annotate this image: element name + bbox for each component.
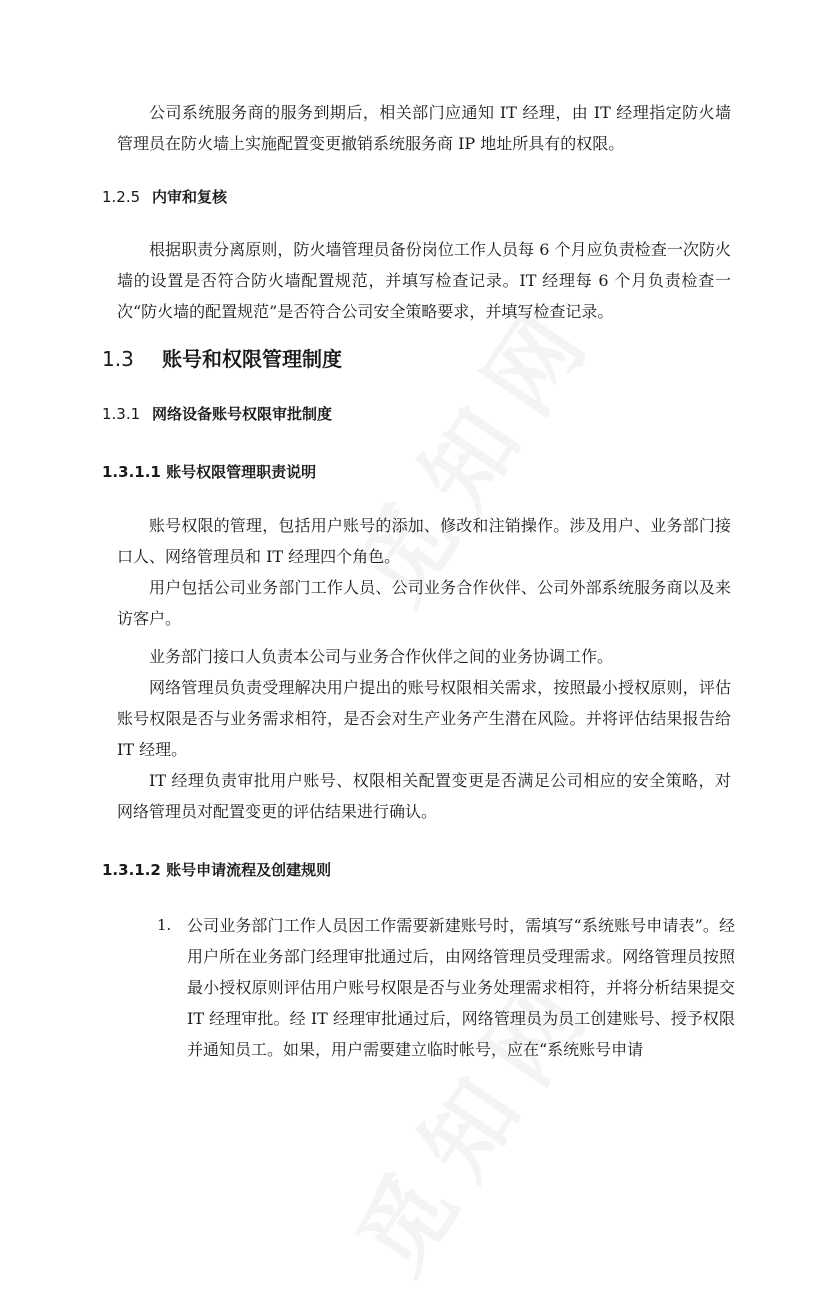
section-number: 1.3.1.1: [102, 463, 161, 481]
section-title: 内审和复核: [152, 188, 228, 206]
duty-paragraph: 用户包括公司业务部门工作人员、公司业务合作伙伴、公司外部系统服务商以及来访客户。: [117, 578, 731, 628]
section-title: 账号申请流程及创建规则: [166, 861, 332, 879]
duty-paragraph: IT 经理负责审批用户账号、权限相关配置变更是否满足公司相应的安全策略，对网络管理员对配置变更的评估结果进行确认。: [117, 771, 731, 821]
section-number: 1.2.5: [102, 188, 141, 206]
list-item-text: 公司业务部门工作人员因工作需要新建账号时，需填写“系统账号申请表”。经用户所在业务部门经理审批通过后，由网络管理员受理需求。网络管理员按照最小授权原则评估用户账号权限是否与业务处理需求相符，并将分析结果提交 IT 经理审批。经 IT 经理审批通过后，网络管理员为员工创建账号、授予权限并通知员工。如果，用户需要建立临时帐号，应在“系统账号申请: [187, 916, 735, 1059]
section-title: 账号权限管理职责说明: [166, 463, 317, 481]
section-title: 网络设备账号权限审批制度: [152, 405, 333, 423]
numbered-list: [157, 910, 735, 1065]
section-title: 账号和权限管理制度: [162, 347, 342, 371]
duty-paragraph: 账号权限的管理，包括用户账号的添加、修改和注销操作。涉及用户、业务部门接口人、网络管理员和 IT 经理四个角色。: [117, 516, 731, 566]
section-heading-1-3: [102, 343, 342, 372]
section-number: 1.3: [102, 347, 134, 371]
section-heading-1-2-5: [102, 186, 227, 207]
section-heading-1-3-1: [102, 403, 332, 424]
duty-paragraph: 业务部门接口人负责本公司与业务合作伙伴之间的业务协调工作。: [149, 647, 614, 666]
section-number: 1.3.1.2: [102, 861, 161, 879]
list-item: [157, 910, 735, 1065]
duty-paragraph: 网络管理员负责受理解决用户提出的账号权限相关需求，按照最小授权原则，评估账号权限是否与业务需求相符，是否会对生产业务产生潜在风险。并将评估结果报告给 IT 经理。: [117, 678, 731, 759]
section-number: 1.3.1: [102, 405, 141, 423]
section-heading-1-3-1-1: [102, 461, 316, 482]
audit-paragraph: 根据职责分离原则，防火墙管理员备份岗位工作人员每 6 个月应负责检查一次防火墙的设置是否符合防火墙配置规范，并填写检查记录。IT 经理每 6 个月负责检查一次“防火墙的配置规范”是否符合公司安全策略要求，并填写检查记录。: [117, 240, 731, 321]
section-heading-1-3-1-2: [102, 859, 331, 880]
intro-paragraph: 公司系统服务商的服务到期后，相关部门应通知 IT 经理，由 IT 经理指定防火墙管理员在防火墙上实施配置变更撤销系统服务商 IP 地址所具有的权限。: [117, 103, 731, 153]
list-marker: 1.: [157, 916, 172, 934]
